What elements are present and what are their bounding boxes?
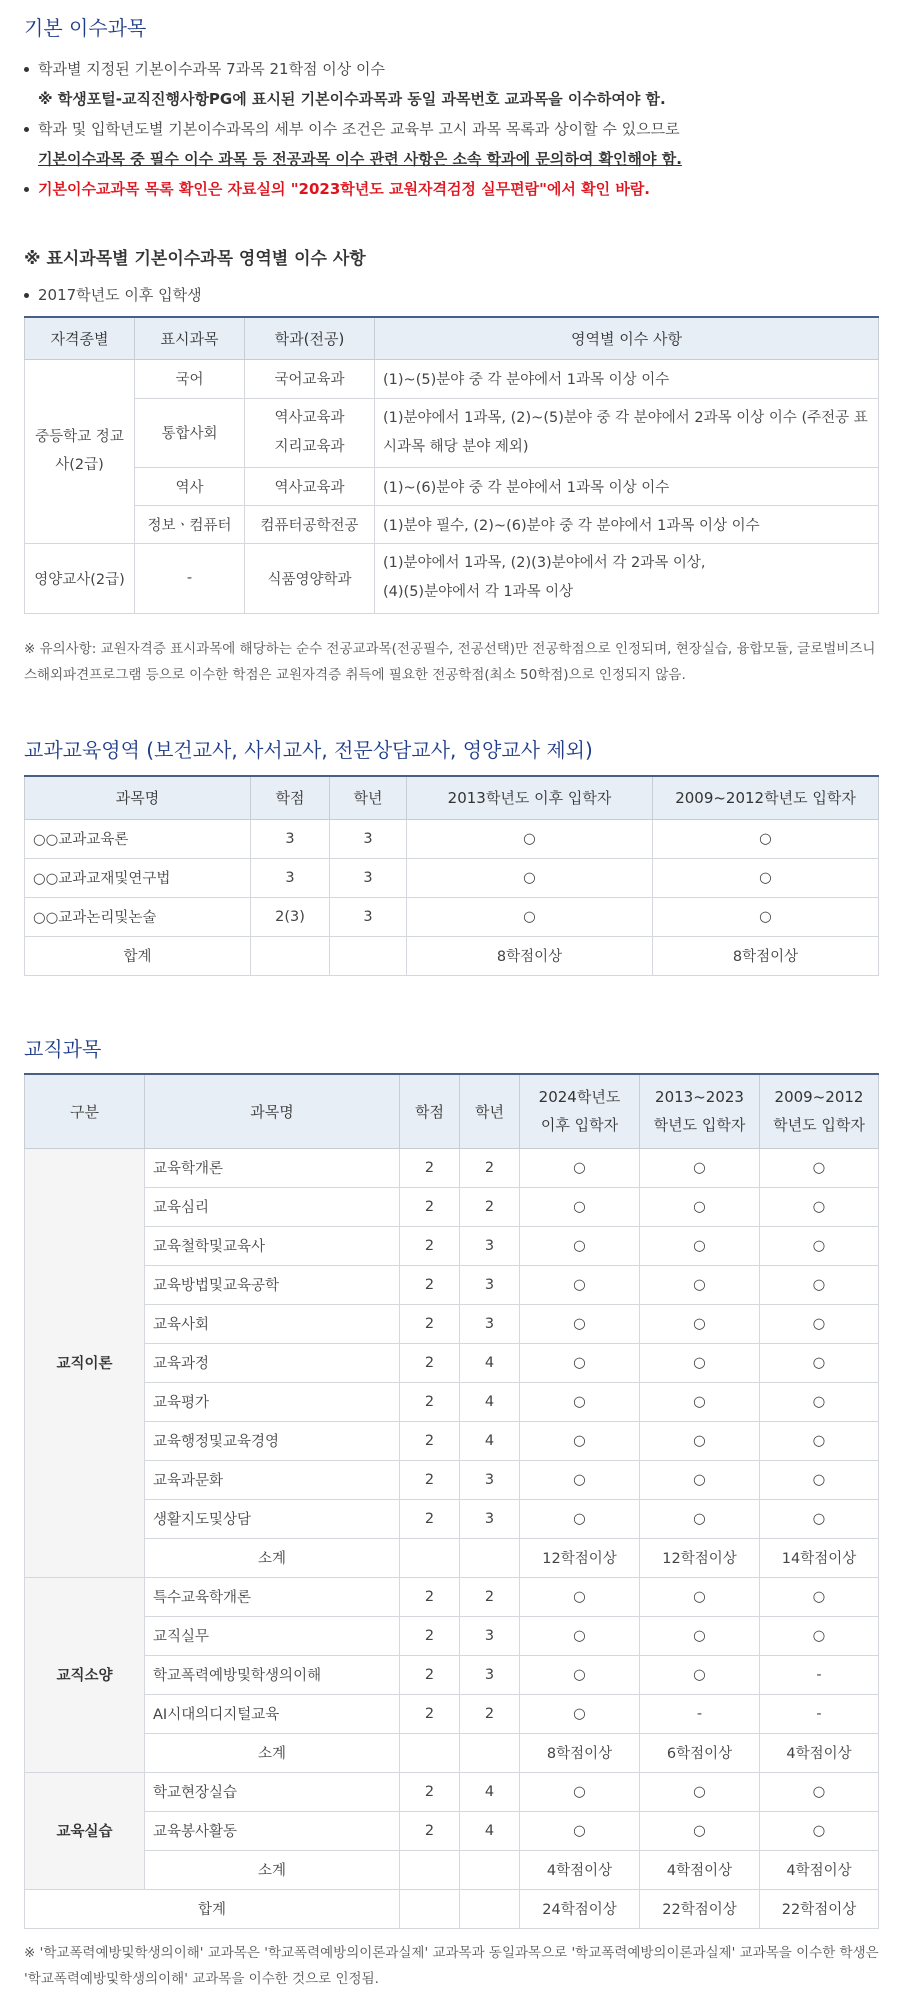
area-req: (1)~(6)분야 중 각 분야에서 1과목 이상 이수 — [375, 467, 879, 505]
course-credit: 2 — [400, 1226, 460, 1265]
course-mark: ○ — [640, 1616, 760, 1655]
course-mark: ○ — [653, 819, 879, 858]
subtotal-label: 소계 — [145, 1850, 400, 1889]
course-mark: ○ — [520, 1421, 640, 1460]
course-year: 2 — [460, 1148, 520, 1187]
course-year: 3 — [460, 1655, 520, 1694]
course-name: 학교폭력예방및학생의이해 — [145, 1655, 400, 1694]
course-credit: 2 — [400, 1772, 460, 1811]
subtotal-value: 4학점이상 — [760, 1850, 879, 1889]
basic-bullet-1 — [24, 54, 884, 114]
course-mark: ○ — [640, 1421, 760, 1460]
area-subject: - — [135, 543, 245, 613]
course-year: 4 — [460, 1343, 520, 1382]
course-mark: ○ — [520, 1811, 640, 1850]
area-group-2: 영양교사(2급) — [25, 543, 135, 613]
total-value: 24학점이상 — [520, 1889, 640, 1928]
area-header-row — [25, 317, 879, 359]
course-name: 교육방법및교육공학 — [145, 1265, 400, 1304]
teaching-header-line: 학년도 입학자 — [773, 1116, 865, 1135]
course-credit: 2 — [400, 1382, 460, 1421]
basic-bullet-2 — [24, 114, 884, 174]
total-value: 8학점이상 — [407, 936, 653, 975]
table-row — [25, 505, 879, 543]
basic-bullet-3 — [24, 174, 884, 204]
course-year: 2 — [460, 1694, 520, 1733]
area-title: ※ 표시과목별 기본이수과목 영역별 이수 사항 — [24, 249, 366, 269]
course-mark: ○ — [640, 1304, 760, 1343]
basic-bullets — [24, 54, 884, 204]
course-name: 교육행정및교육경영 — [145, 1421, 400, 1460]
course-name: AI시대의디지털교육 — [145, 1694, 400, 1733]
course-credit: 2 — [400, 1811, 460, 1850]
table-row — [25, 858, 879, 897]
area-subject: 역사 — [135, 467, 245, 505]
teaching-note: ※ '학교폭력예방및학생의이해' 교과목은 '학교폭력예방의이론과실제' 교과목과 동일과목으로 '학교폭력예방의이론과실제' 교과목을 이수한 학생은 '학교폭력예방및학생의이해' 교과목을 이수한 것으로 인정됨. — [24, 1945, 879, 1987]
course-credit: 2(3) — [251, 897, 330, 936]
course-mark: - — [760, 1694, 879, 1733]
course-name: ○○교과교재및연구법 — [25, 858, 251, 897]
area-subject: 정보ㆍ컴퓨터 — [135, 505, 245, 543]
course-credit: 3 — [251, 819, 330, 858]
course-mark: ○ — [640, 1655, 760, 1694]
course-credit: 2 — [400, 1577, 460, 1616]
course-mark: ○ — [760, 1304, 879, 1343]
table-row — [25, 1226, 879, 1265]
course-mark: ○ — [520, 1343, 640, 1382]
course-mark: ○ — [407, 819, 653, 858]
course-mark: ○ — [407, 897, 653, 936]
course-name: ○○교과논리및논술 — [25, 897, 251, 936]
teaching-header — [640, 1074, 760, 1148]
course-mark: ○ — [520, 1187, 640, 1226]
table-row — [25, 1811, 879, 1850]
course-name: 교육과문화 — [145, 1460, 400, 1499]
basic-b1-line2: ※ 학생포털-교직진행사항PG에 표시된 기본이수과목과 동일 과목번호 교과목을 이수하여야 함. — [38, 90, 666, 108]
empty-cell — [460, 1538, 520, 1577]
course-mark: ○ — [640, 1343, 760, 1382]
area-req-1: (1)분야에서 1과목, (2)(3)분야에서 각 2과목 이상, — [383, 555, 706, 571]
course-mark: ○ — [520, 1226, 640, 1265]
subtotal-value: 4학점이상 — [640, 1850, 760, 1889]
course-mark: ○ — [760, 1811, 879, 1850]
course-mark: ○ — [760, 1187, 879, 1226]
area-group-1: 중등학교 정교사(2급) — [25, 359, 135, 543]
course-mark: ○ — [640, 1772, 760, 1811]
empty-cell — [251, 936, 330, 975]
course-mark: ○ — [760, 1382, 879, 1421]
area-dept: 국어교육과 — [245, 359, 375, 398]
empty-cell — [400, 1733, 460, 1772]
area-subject: 국어 — [135, 359, 245, 398]
total-row — [25, 1889, 879, 1928]
course-year: 3 — [330, 819, 407, 858]
course-year: 3 — [330, 858, 407, 897]
course-mark: ○ — [520, 1148, 640, 1187]
area-dept-1: 역사교육과 — [274, 409, 345, 426]
course-mark: ○ — [760, 1226, 879, 1265]
subtotal-value: 4학점이상 — [520, 1850, 640, 1889]
course-mark: ○ — [653, 858, 879, 897]
table-row — [25, 1343, 879, 1382]
subject-edu-header: 2009~2012학년도 입학자 — [653, 776, 879, 819]
empty-cell — [400, 1889, 460, 1928]
area-dept: 컴퓨터공학전공 — [245, 505, 375, 543]
course-mark: ○ — [760, 1616, 879, 1655]
course-mark: ○ — [520, 1694, 640, 1733]
course-mark: - — [760, 1655, 879, 1694]
course-mark: ○ — [520, 1460, 640, 1499]
teaching-header — [760, 1074, 879, 1148]
total-value: 22학점이상 — [640, 1889, 760, 1928]
course-name: 교육철학및교육사 — [145, 1226, 400, 1265]
course-credit: 2 — [400, 1187, 460, 1226]
area-bullet — [24, 280, 884, 310]
course-credit: 2 — [400, 1148, 460, 1187]
course-mark: ○ — [640, 1499, 760, 1538]
table-row — [25, 1382, 879, 1421]
subtotal-label: 소계 — [145, 1733, 400, 1772]
subtotal-row — [25, 1538, 879, 1577]
teaching-title: 교직과목 — [24, 1037, 102, 1061]
course-mark: ○ — [760, 1148, 879, 1187]
course-year: 2 — [460, 1187, 520, 1226]
course-year: 3 — [460, 1616, 520, 1655]
course-year: 3 — [460, 1265, 520, 1304]
course-mark: ○ — [640, 1811, 760, 1850]
area-req — [375, 543, 879, 613]
empty-cell — [400, 1538, 460, 1577]
area-req-2: (4)(5)분야에서 각 1과목 이상 — [383, 584, 574, 600]
course-year: 4 — [460, 1772, 520, 1811]
basic-title: 기본 이수과목 — [24, 16, 147, 40]
total-row — [25, 936, 879, 975]
subject-edu-header: 학년 — [330, 776, 407, 819]
course-name: ○○교과교육론 — [25, 819, 251, 858]
course-mark: ○ — [640, 1460, 760, 1499]
course-mark: ○ — [640, 1187, 760, 1226]
course-year: 4 — [460, 1382, 520, 1421]
course-mark: ○ — [520, 1382, 640, 1421]
course-name: 교육심리 — [145, 1187, 400, 1226]
course-name: 교직실무 — [145, 1616, 400, 1655]
course-credit: 2 — [400, 1694, 460, 1733]
table-row — [25, 1772, 879, 1811]
basic-b2-line1: 학과 및 입학년도별 기본이수과목의 세부 이수 조건은 교육부 고시 과목 목록과 상이할 수 있으므로 — [38, 120, 680, 138]
course-credit: 2 — [400, 1499, 460, 1538]
area-req: (1)분야에서 1과목, (2)~(5)분야 중 각 분야에서 2과목 이상 이수 (주전공 표시과목 해당 분야 제외) — [375, 398, 879, 467]
table-row — [25, 1265, 879, 1304]
course-credit: 2 — [400, 1304, 460, 1343]
teaching-header-line: 학년도 입학자 — [653, 1116, 746, 1135]
table-row — [25, 1616, 879, 1655]
course-mark: ○ — [520, 1265, 640, 1304]
table-row — [25, 398, 879, 467]
teaching-header: 학년 — [460, 1074, 520, 1148]
course-mark: ○ — [760, 1265, 879, 1304]
course-name: 생활지도및상담 — [145, 1499, 400, 1538]
basic-b1-line1: 학과별 지정된 기본이수과목 7과목 21학점 이상 이수 — [38, 60, 386, 78]
teaching-header: 과목명 — [145, 1074, 400, 1148]
course-mark: ○ — [760, 1343, 879, 1382]
course-mark: ○ — [520, 1304, 640, 1343]
subtotal-row — [25, 1850, 879, 1889]
teaching-header-line: 이후 입학자 — [540, 1116, 619, 1135]
course-credit: 2 — [400, 1421, 460, 1460]
empty-cell — [400, 1850, 460, 1889]
table-row — [25, 359, 879, 398]
area-header: 표시과목 — [135, 317, 245, 359]
subtotal-value: 14학점이상 — [760, 1538, 879, 1577]
course-name: 교육사회 — [145, 1304, 400, 1343]
course-credit: 2 — [400, 1655, 460, 1694]
subject-edu-table — [24, 775, 879, 976]
course-name: 학교현장실습 — [145, 1772, 400, 1811]
area-dept: 역사교육과 — [245, 467, 375, 505]
area-bullets — [24, 280, 884, 310]
course-mark: ○ — [760, 1460, 879, 1499]
area-bullet-text: 2017학년도 이후 입학생 — [38, 286, 202, 304]
course-name: 교육평가 — [145, 1382, 400, 1421]
course-mark: ○ — [407, 858, 653, 897]
teaching-header-row — [25, 1074, 879, 1148]
course-mark: ○ — [760, 1577, 879, 1616]
basic-b2-line2: 기본이수과목 중 필수 이수 과목 등 전공과목 이수 관련 사항은 소속 학과에 문의하여 확인해야 함. — [38, 150, 682, 168]
subtotal-value: 6학점이상 — [640, 1733, 760, 1772]
subject-edu-header: 학점 — [251, 776, 330, 819]
area-dept: 식품영양학과 — [245, 543, 375, 613]
teaching-header — [520, 1074, 640, 1148]
course-mark: ○ — [760, 1421, 879, 1460]
teaching-table — [24, 1073, 879, 1929]
course-mark: - — [640, 1694, 760, 1733]
course-mark: ○ — [640, 1226, 760, 1265]
total-value: 22학점이상 — [760, 1889, 879, 1928]
table-row — [25, 1460, 879, 1499]
course-year: 3 — [460, 1499, 520, 1538]
course-year: 3 — [330, 897, 407, 936]
course-credit: 2 — [400, 1616, 460, 1655]
table-row — [25, 1304, 879, 1343]
empty-cell — [460, 1733, 520, 1772]
area-header: 학과(전공) — [245, 317, 375, 359]
table-row — [25, 1577, 879, 1616]
table-row — [25, 1421, 879, 1460]
area-header: 자격종별 — [25, 317, 135, 359]
area-req: (1)분야 필수, (2)~(6)분야 중 각 분야에서 1과목 이상 이수 — [375, 505, 879, 543]
course-mark: ○ — [640, 1265, 760, 1304]
course-name: 교육학개론 — [145, 1148, 400, 1187]
course-name: 특수교육학개론 — [145, 1577, 400, 1616]
total-value: 8학점이상 — [653, 936, 879, 975]
course-year: 3 — [460, 1226, 520, 1265]
course-mark: ○ — [520, 1577, 640, 1616]
table-row — [25, 1148, 879, 1187]
teaching-header-line: 2024학년도 — [538, 1088, 621, 1107]
course-mark: ○ — [640, 1148, 760, 1187]
course-name: 교육과정 — [145, 1343, 400, 1382]
course-mark: ○ — [520, 1499, 640, 1538]
course-credit: 3 — [251, 858, 330, 897]
area-note: ※ 유의사항: 교원자격증 표시과목에 해당하는 순수 전공교과목(전공필수, 전공선택)만 전공학점으로 인정되며, 현장실습, 융합모듈, 글로벌비즈니스해외파견프로그램 등으로 이수한 학점은 교원자격증 취득에 필요한 전공학점(최소 50학점)으로 인정되지 않음. — [24, 641, 876, 683]
area-req: (1)~(5)분야 중 각 분야에서 1과목 이상 이수 — [375, 359, 879, 398]
total-label: 합계 — [25, 936, 251, 975]
subject-edu-header: 과목명 — [25, 776, 251, 819]
course-credit: 2 — [400, 1343, 460, 1382]
total-label: 합계 — [25, 1889, 400, 1928]
subtotal-label: 소계 — [145, 1538, 400, 1577]
teaching-header-line: 2009~2012 — [774, 1088, 864, 1107]
empty-cell — [460, 1850, 520, 1889]
subject-edu-header-row — [25, 776, 879, 819]
group-label: 교직이론 — [25, 1148, 145, 1577]
table-row — [25, 1694, 879, 1733]
course-mark: ○ — [760, 1499, 879, 1538]
course-year: 3 — [460, 1304, 520, 1343]
course-mark: ○ — [640, 1577, 760, 1616]
table-row — [25, 543, 879, 613]
table-row — [25, 1499, 879, 1538]
subtotal-value: 8학점이상 — [520, 1733, 640, 1772]
teaching-header: 학점 — [400, 1074, 460, 1148]
table-row — [25, 1655, 879, 1694]
area-dept-2: 지리교육과 — [274, 438, 345, 455]
area-subject: 통합사회 — [135, 398, 245, 467]
subtotal-value: 12학점이상 — [520, 1538, 640, 1577]
area-dept — [245, 398, 375, 467]
course-mark: ○ — [760, 1772, 879, 1811]
course-credit: 2 — [400, 1265, 460, 1304]
teaching-header: 구분 — [25, 1074, 145, 1148]
course-year: 4 — [460, 1421, 520, 1460]
table-row — [25, 819, 879, 858]
course-year: 2 — [460, 1577, 520, 1616]
course-mark: ○ — [520, 1655, 640, 1694]
course-mark: ○ — [520, 1616, 640, 1655]
area-table — [24, 316, 879, 614]
empty-cell — [460, 1889, 520, 1928]
table-row — [25, 1187, 879, 1226]
course-mark: ○ — [640, 1382, 760, 1421]
course-mark: ○ — [653, 897, 879, 936]
course-year: 4 — [460, 1811, 520, 1850]
subject-edu-title: 교과교육영역 (보건교사, 사서교사, 전문상담교사, 영양교사 제외) — [24, 738, 593, 762]
table-row — [25, 897, 879, 936]
basic-b3: 기본이수교과목 목록 확인은 자료실의 "2023학년도 교원자격검정 실무편람"에서 확인 바람. — [38, 180, 651, 198]
course-name: 교육봉사활동 — [145, 1811, 400, 1850]
course-credit: 2 — [400, 1460, 460, 1499]
area-header: 영역별 이수 사항 — [375, 317, 879, 359]
subtotal-value: 12학점이상 — [640, 1538, 760, 1577]
table-row — [25, 467, 879, 505]
group-label: 교직소양 — [25, 1577, 145, 1772]
course-year: 3 — [460, 1460, 520, 1499]
subject-edu-header: 2013학년도 이후 입학자 — [407, 776, 653, 819]
subtotal-value: 4학점이상 — [760, 1733, 879, 1772]
empty-cell — [330, 936, 407, 975]
subtotal-row — [25, 1733, 879, 1772]
teaching-header-line: 2013~2023 — [655, 1088, 744, 1107]
group-label: 교육실습 — [25, 1772, 145, 1889]
course-mark: ○ — [520, 1772, 640, 1811]
